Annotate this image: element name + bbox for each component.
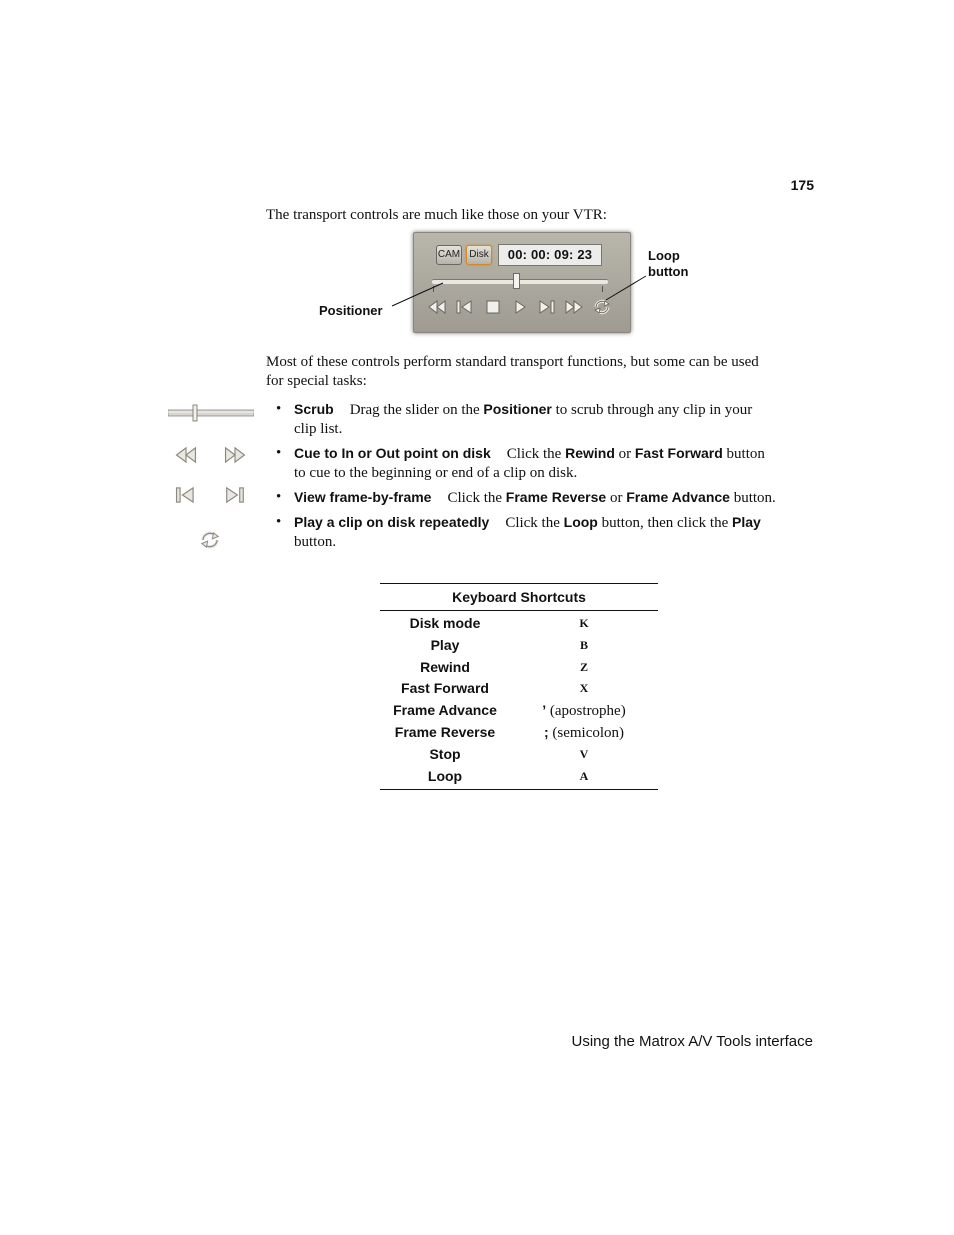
transport-panel: [413, 232, 631, 333]
list-item-term: Scrub: [294, 401, 334, 417]
loop-callout-line1: Loop: [648, 248, 680, 263]
frame-advance-icon: [222, 484, 248, 511]
positioner-slider-thumb[interactable]: [513, 273, 520, 289]
fast-forward-icon: [222, 444, 248, 471]
table-row: Fast Forward X: [401, 680, 589, 697]
fast-forward-icon[interactable]: [563, 298, 585, 316]
positioner-callout: Positioner: [319, 303, 383, 318]
list-item-cue: • Cue to In or Out point on disk Click the Rewind or Fast Forward button to cue to the beginning or end of a clip on disk.: [276, 445, 765, 481]
list-item-term: Play a clip on disk repeatedly: [294, 514, 490, 530]
running-footer: Using the Matrox A/V Tools interface: [571, 1033, 813, 1050]
list-item-term: View frame-by-frame: [294, 489, 432, 505]
table-row: Frame Reverse ; (semicolon): [394, 723, 625, 741]
rewind-icon: [173, 444, 199, 471]
frame-reverse-icon[interactable]: [454, 298, 476, 316]
frame-advance-icon[interactable]: [536, 298, 558, 316]
table-row: Stop V: [429, 745, 589, 762]
table-row: Disk mode K: [409, 615, 589, 631]
mark-in-tick: [433, 286, 434, 292]
table-row: Loop A: [427, 767, 589, 784]
loop-icon[interactable]: [591, 298, 613, 316]
rewind-icon[interactable]: [426, 298, 448, 316]
intro-text: The transport controls are much like those on your VTR:: [266, 207, 607, 223]
loop-icon: [197, 529, 223, 556]
mark-out-tick: [602, 286, 603, 292]
cam-button[interactable]: CAM: [436, 245, 462, 265]
frame-reverse-icon: [173, 484, 199, 511]
page-number: 175: [790, 177, 814, 193]
controls-paragraph: Most of these controls perform standard transport functions, but some can be used for special tasks:: [266, 354, 759, 389]
list-item-loop: • Play a clip on disk repeatedly Click the Loop button, then click the Play button.: [276, 514, 761, 550]
list-item-term: Cue to In or Out point on disk: [294, 445, 491, 461]
table-row: Play B: [430, 636, 588, 653]
feature-list: [276, 400, 776, 557]
table-row: Frame Advance ’ (apostrophe): [393, 702, 626, 720]
play-icon[interactable]: [509, 298, 531, 316]
loop-button-callout: [648, 248, 708, 280]
list-item-frame-by-frame: • View frame-by-frame Click the Frame Reverse or Frame Advance button.: [276, 489, 776, 506]
loop-callout-line2: button: [648, 264, 689, 279]
positioner-track[interactable]: [432, 279, 608, 284]
stop-icon[interactable]: [482, 298, 504, 316]
table-title: Keyboard Shortcuts: [380, 584, 658, 611]
list-item-scrub: • Scrub Drag the slider on the Positioner to scrub through any clip in your clip list.: [276, 401, 753, 437]
table-row: Rewind Z: [420, 658, 588, 675]
disk-button[interactable]: Disk: [466, 245, 492, 265]
keyboard-shortcuts-table: [380, 583, 658, 790]
timecode-display: 00: 00: 09: 23: [498, 244, 602, 266]
positioner-slider-icon: [168, 403, 254, 425]
